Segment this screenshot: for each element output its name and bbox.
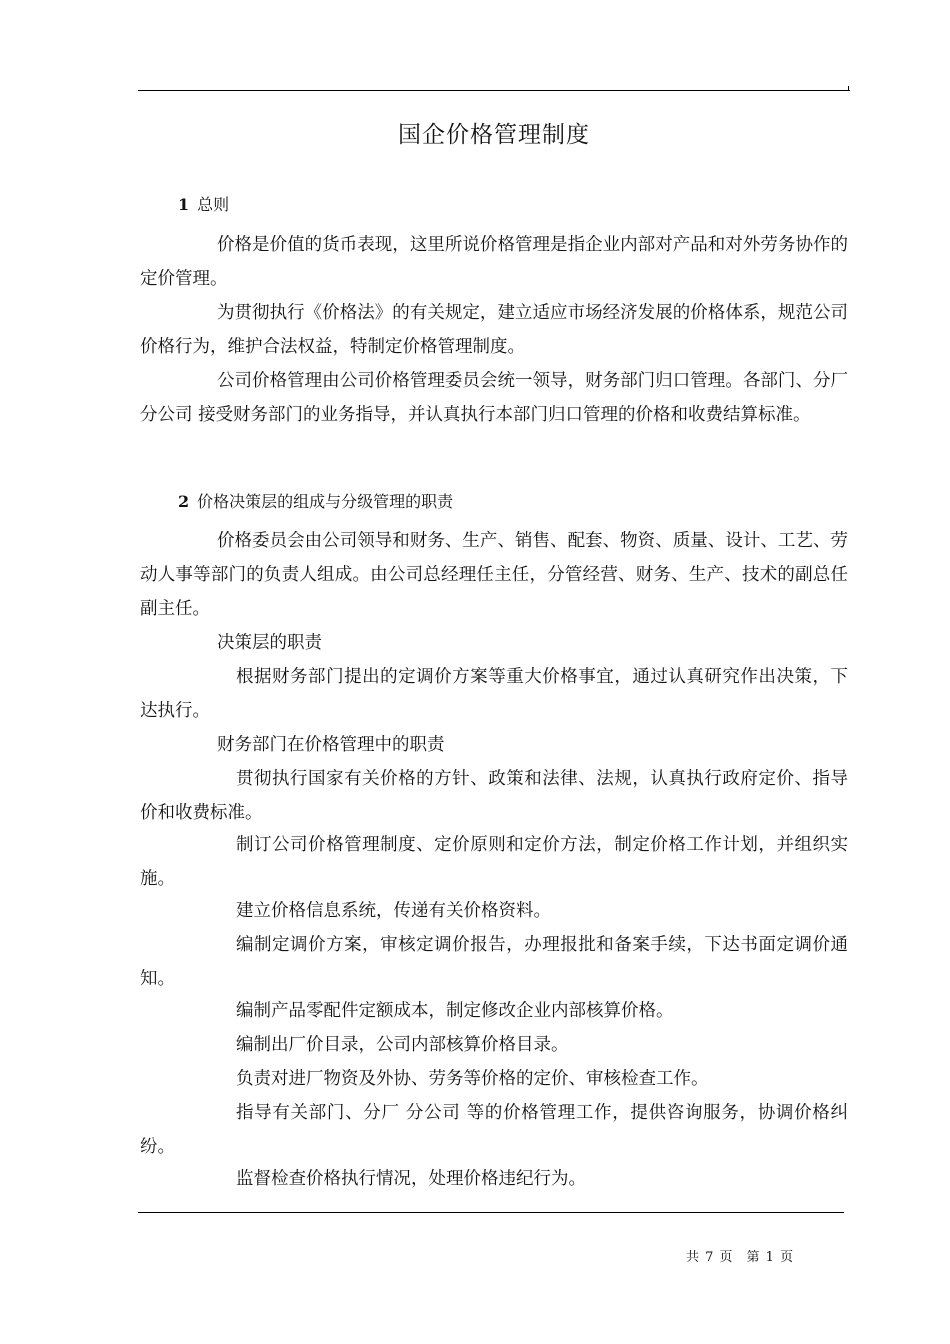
document-title: 国企价格管理制度 <box>398 122 590 148</box>
section-1-heading <box>178 192 229 215</box>
paragraph: 建立价格信息系统，传递有关价格资料。 <box>236 901 551 921</box>
page-footer <box>686 1246 807 1265</box>
paragraph: 根据财务部门提出的定调价方案等重大价格事宜，通过认真研究作出决策，下达执行。 <box>140 667 848 721</box>
subheading: 决策层的职责 <box>217 633 322 653</box>
paragraph: 为贯彻执行《价格法》的有关规定，建立适应市场经济发展的价格体系，规范公司价格行为，维护合法权益，特制定价格管理制度。 <box>140 303 848 357</box>
section-1-number: 1 <box>178 195 190 214</box>
paragraph: 指导有关部门、分厂 分公司 等的价格管理工作，提供咨询服务，协调价格纠纷。 <box>140 1103 848 1157</box>
header-rule-tick <box>848 86 849 91</box>
paragraph: 贯彻执行国家有关价格的方针、政策和法律、法规，认真执行政府定价、指导价和收费标准。 <box>140 769 848 823</box>
paragraph: 编制定调价方案，审核定调价报告，办理报批和备案手续，下达书面定调价通知。 <box>140 935 848 989</box>
paragraph: 制订公司价格管理制度、定价原则和定价方法，制定价格工作计划，并组织实施。 <box>140 835 848 889</box>
section-1-title: 总则 <box>197 195 230 214</box>
header-rule <box>138 90 850 91</box>
paragraph: 价格是价值的货币表现，这里所说价格管理是指企业内部对产品和对外劳务协作的定价管理。 <box>140 235 848 289</box>
paragraph: 负责对进厂物资及外协、劳务等价格的定价、审核检查工作。 <box>236 1069 709 1089</box>
section-2-heading <box>178 489 453 512</box>
current-page: 第 1 页 <box>746 1250 794 1265</box>
total-pages: 共 7 页 <box>686 1250 733 1265</box>
paragraph: 编制出厂价目录，公司内部核算价格目录。 <box>236 1035 569 1055</box>
paragraph: 监督检查价格执行情况，处理价格违纪行为。 <box>236 1169 586 1189</box>
footer-rule <box>138 1212 844 1213</box>
subheading: 财务部门在价格管理中的职责 <box>217 735 445 755</box>
paragraph: 编制产品零配件定额成本，制定修改企业内部核算价格。 <box>236 1001 674 1021</box>
section-2-title: 价格决策层的组成与分级管理的职责 <box>197 492 454 511</box>
paragraph: 公司价格管理由公司价格管理委员会统一领导，财务部门归口管理。各部门、分厂 分公司 接受财务部门的业务指导，并认真执行本部门归口管理的价格和收费结算标准。 <box>140 371 848 425</box>
section-2-number: 2 <box>178 492 190 511</box>
paragraph: 价格委员会由公司领导和财务、生产、销售、配套、物资、质量、设计、工艺、劳动人事等部门的负责人组成。由公司总经理任主任，分管经营、财务、生产、技术的副总任副主任。 <box>140 531 848 619</box>
